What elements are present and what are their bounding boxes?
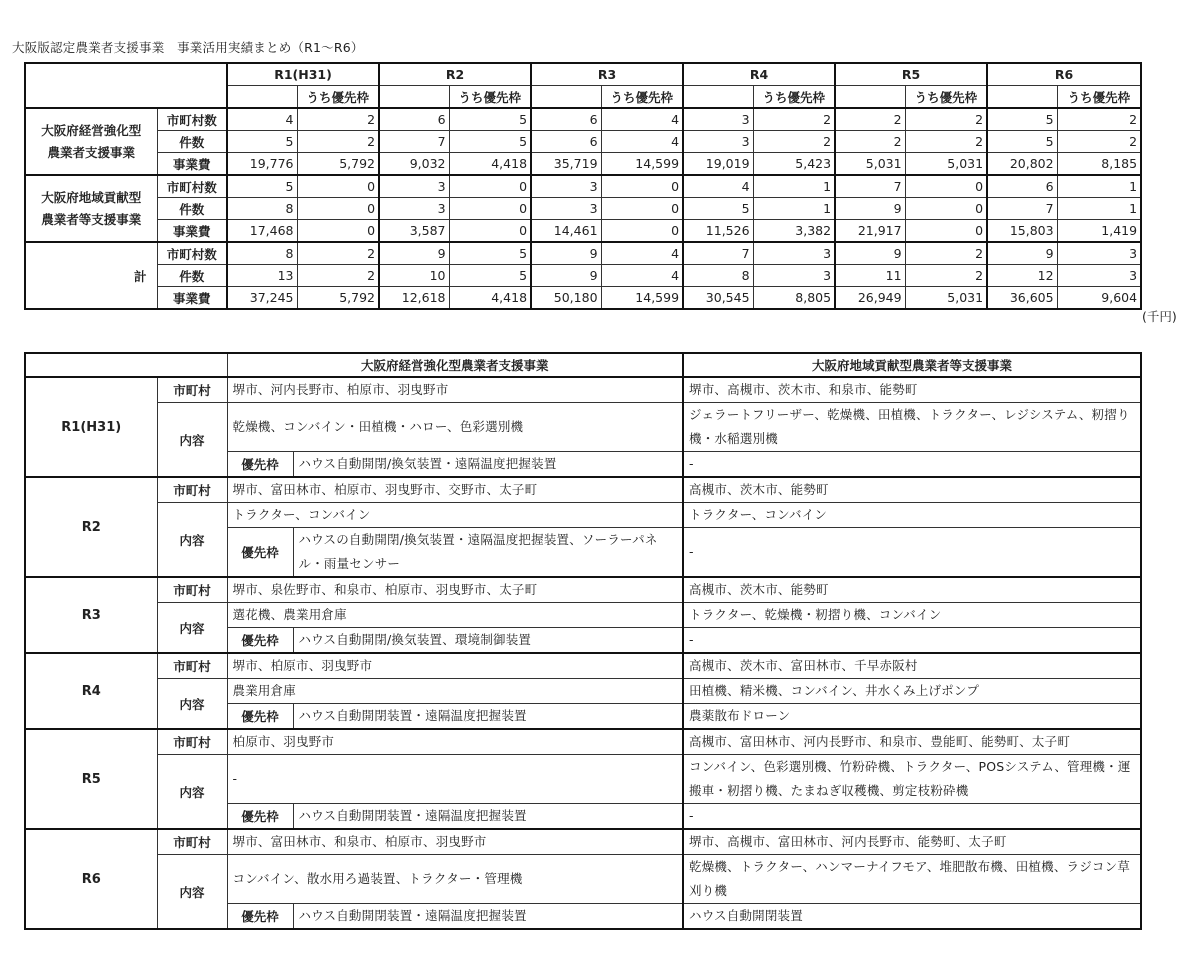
- priority2-cell: -: [683, 804, 1141, 830]
- value-cell: 12,618: [379, 287, 449, 310]
- detail-year-cell: R5: [25, 729, 157, 829]
- year-total-subheader: [531, 86, 601, 109]
- value-cell: 6: [531, 131, 601, 153]
- content-label: 内容: [157, 755, 227, 830]
- city-label: 市町村: [157, 829, 227, 855]
- value-cell: 4,418: [449, 287, 531, 310]
- metric-label: 件数: [157, 131, 227, 153]
- value-cell: 21,917: [835, 220, 905, 243]
- value-cell: 2: [297, 108, 379, 131]
- year-total-subheader: [683, 86, 753, 109]
- city2-cell: 高槻市、富田林市、河内長野市、和泉市、豊能町、能勢町、太子町: [683, 729, 1141, 755]
- group-name-line: 農業者等支援事業: [41, 211, 142, 227]
- document-title: 大阪版認定農業者支援事業 事業活用実績まとめ（R1～R6）: [12, 40, 364, 55]
- stats-row: [25, 175, 1141, 198]
- content2-cell: コンバイン、色彩選別機、竹粉砕機、トラクター、POSシステム、管理機・運搬車・籾摺り機、たまねぎ収穫機、剪定枝粉砕機: [683, 755, 1141, 804]
- metric-label: 市町村数: [157, 175, 227, 198]
- value-cell: 2: [905, 242, 987, 265]
- value-cell: 3: [531, 175, 601, 198]
- stats-row: [25, 198, 1141, 220]
- city2-cell: 高槻市、茨木市、富田林市、千早赤阪村: [683, 653, 1141, 679]
- year-header: R5: [835, 63, 987, 86]
- city1-cell: 堺市、泉佐野市、和泉市、柏原市、羽曳野市、太子町: [227, 577, 683, 603]
- value-cell: 2: [297, 242, 379, 265]
- value-cell: 14,599: [601, 153, 683, 176]
- stats-row: [25, 108, 1141, 131]
- value-cell: 9: [531, 265, 601, 287]
- stats-row: [25, 265, 1141, 287]
- group-name-cell: [25, 108, 157, 175]
- group-name-cell: [25, 175, 157, 242]
- value-cell: 3: [683, 108, 753, 131]
- content-row: [25, 503, 1141, 528]
- value-cell: 2: [297, 131, 379, 153]
- value-cell: 35,719: [531, 153, 601, 176]
- priority2-cell: -: [683, 628, 1141, 654]
- value-cell: 9,604: [1057, 287, 1141, 310]
- value-cell: 3: [1057, 265, 1141, 287]
- priority1-cell: ハウス自動開閉装置・遠隔温度把握装置: [293, 804, 683, 830]
- value-cell: 5: [987, 131, 1057, 153]
- city-row: [25, 729, 1141, 755]
- value-cell: 5: [449, 242, 531, 265]
- city2-cell: 高槻市、茨木市、能勢町: [683, 577, 1141, 603]
- value-cell: 7: [683, 242, 753, 265]
- city-row: [25, 653, 1141, 679]
- value-cell: 12: [987, 265, 1057, 287]
- value-cell: 8,185: [1057, 153, 1141, 176]
- group-name-line: 大阪府経営強化型: [41, 122, 142, 138]
- value-cell: 0: [601, 220, 683, 243]
- content2-cell: トラクター、乾燥機・籾摺り機、コンバイン: [683, 603, 1141, 628]
- value-cell: 0: [601, 175, 683, 198]
- value-cell: 4: [601, 108, 683, 131]
- priority-subheader: うち優先枠: [449, 86, 531, 109]
- value-cell: 2: [905, 131, 987, 153]
- value-cell: 19,019: [683, 153, 753, 176]
- value-cell: 9: [379, 242, 449, 265]
- value-cell: 1,419: [1057, 220, 1141, 243]
- value-cell: 1: [1057, 198, 1141, 220]
- value-cell: 6: [531, 108, 601, 131]
- year-header: R4: [683, 63, 835, 86]
- priority-subheader: うち優先枠: [601, 86, 683, 109]
- value-cell: 0: [905, 220, 987, 243]
- value-cell: 5,031: [905, 287, 987, 310]
- value-cell: 26,949: [835, 287, 905, 310]
- detail-year-cell: R1(H31): [25, 377, 157, 477]
- priority1-cell: ハウス自動開閉装置・遠隔温度把握装置: [293, 704, 683, 730]
- priority-subheader: うち優先枠: [753, 86, 835, 109]
- city-row: [25, 829, 1141, 855]
- metric-label: 市町村数: [157, 108, 227, 131]
- priority-subheader: うち優先枠: [1057, 86, 1141, 109]
- value-cell: 11,526: [683, 220, 753, 243]
- value-cell: 6: [379, 108, 449, 131]
- priority-subheader: うち優先枠: [297, 86, 379, 109]
- value-cell: 9: [531, 242, 601, 265]
- value-cell: 5,792: [297, 153, 379, 176]
- city1-cell: 堺市、河内長野市、柏原市、羽曳野市: [227, 377, 683, 403]
- value-cell: 4,418: [449, 153, 531, 176]
- group-name-line: 大阪府地域貢献型: [41, 189, 142, 205]
- content-label: 内容: [157, 679, 227, 730]
- city-label: 市町村: [157, 729, 227, 755]
- value-cell: 2: [1057, 131, 1141, 153]
- value-cell: 7: [987, 198, 1057, 220]
- content2-cell: ジェラートフリーザー、乾燥機、田植機、トラクター、レジシステム、籾摺り機・水稲選別機: [683, 403, 1141, 452]
- content1-cell: 乾燥機、コンバイン・田植機・ハロー、色彩選別機: [227, 403, 683, 452]
- content2-cell: トラクター、コンバイン: [683, 503, 1141, 528]
- city1-cell: 柏原市、羽曳野市: [227, 729, 683, 755]
- content-label: 内容: [157, 603, 227, 654]
- stats-row: [25, 131, 1141, 153]
- value-cell: 5: [449, 265, 531, 287]
- value-cell: 9: [835, 198, 905, 220]
- priority-label: 優先枠: [227, 804, 293, 830]
- total-label-cell: 計: [25, 242, 157, 309]
- content-row: [25, 603, 1141, 628]
- priority1-cell: ハウス自動開閉/換気装置、環境制御装置: [293, 628, 683, 654]
- value-cell: 5,792: [297, 287, 379, 310]
- detail-year-cell: R2: [25, 477, 157, 577]
- value-cell: 0: [297, 175, 379, 198]
- value-cell: 6: [987, 175, 1057, 198]
- value-cell: 8,805: [753, 287, 835, 310]
- value-cell: 7: [835, 175, 905, 198]
- value-cell: 8: [683, 265, 753, 287]
- value-cell: 0: [449, 198, 531, 220]
- year-total-subheader: [379, 86, 449, 109]
- content-label: 内容: [157, 855, 227, 930]
- value-cell: 2: [835, 131, 905, 153]
- city1-cell: 堺市、富田林市、柏原市、羽曳野市、交野市、太子町: [227, 477, 683, 503]
- value-cell: 4: [227, 108, 297, 131]
- content1-cell: -: [227, 755, 683, 804]
- content2-cell: 乾燥機、トラクター、ハンマーナイフモア、堆肥散布機、田植機、ラジコン草刈り機: [683, 855, 1141, 904]
- priority1-cell: ハウスの自動開閉/換気装置・遠隔温度把握装置、ソーラーパネル・雨量センサー: [293, 528, 683, 578]
- stats-row: [25, 287, 1141, 310]
- year-header: R3: [531, 63, 683, 86]
- detail-year-cell: R4: [25, 653, 157, 729]
- value-cell: 0: [905, 175, 987, 198]
- value-cell: 0: [601, 198, 683, 220]
- value-cell: 5: [227, 175, 297, 198]
- value-cell: 1: [753, 198, 835, 220]
- value-cell: 2: [905, 265, 987, 287]
- value-cell: 30,545: [683, 287, 753, 310]
- value-cell: 5,031: [905, 153, 987, 176]
- detail-header-row: [25, 353, 1141, 377]
- detail-year-cell: R3: [25, 577, 157, 653]
- priority-label: 優先枠: [227, 628, 293, 654]
- value-cell: 5,423: [753, 153, 835, 176]
- priority-subheader: うち優先枠: [905, 86, 987, 109]
- value-cell: 5: [449, 131, 531, 153]
- city-label: 市町村: [157, 577, 227, 603]
- stats-row: [25, 153, 1141, 176]
- content2-cell: 田植機、精米機、コンバイン、井水くみ上げポンプ: [683, 679, 1141, 704]
- metric-label: 市町村数: [157, 242, 227, 265]
- year-header: R1(H31): [227, 63, 379, 86]
- value-cell: 5: [227, 131, 297, 153]
- priority2-cell: ハウス自動開閉装置: [683, 904, 1141, 930]
- value-cell: 37,245: [227, 287, 297, 310]
- value-cell: 36,605: [987, 287, 1057, 310]
- value-cell: 3: [753, 265, 835, 287]
- value-cell: 2: [297, 265, 379, 287]
- value-cell: 3: [379, 198, 449, 220]
- priority2-cell: -: [683, 452, 1141, 478]
- content1-cell: コンバイン、散水用ろ過装置、トラクター・管理機: [227, 855, 683, 904]
- unit-label: (千円): [1142, 309, 1177, 324]
- value-cell: 3: [753, 242, 835, 265]
- detail-table: [24, 352, 1142, 930]
- value-cell: 15,803: [987, 220, 1057, 243]
- city-row: [25, 377, 1141, 403]
- value-cell: 13: [227, 265, 297, 287]
- content1-cell: トラクター、コンバイン: [227, 503, 683, 528]
- value-cell: 2: [905, 108, 987, 131]
- value-cell: 0: [905, 198, 987, 220]
- col2-header: 大阪府地域貢献型農業者等支援事業: [683, 353, 1141, 377]
- city1-cell: 堺市、富田林市、和泉市、柏原市、羽曳野市: [227, 829, 683, 855]
- value-cell: 1: [1057, 175, 1141, 198]
- metric-label: 件数: [157, 265, 227, 287]
- col1-header: 大阪府経営強化型農業者支援事業: [227, 353, 683, 377]
- value-cell: 3: [1057, 242, 1141, 265]
- value-cell: 8: [227, 242, 297, 265]
- content1-cell: 農業用倉庫: [227, 679, 683, 704]
- city2-cell: 高槻市、茨木市、能勢町: [683, 477, 1141, 503]
- value-cell: 4: [601, 265, 683, 287]
- priority-label: 優先枠: [227, 452, 293, 478]
- value-cell: 9: [835, 242, 905, 265]
- value-cell: 2: [1057, 108, 1141, 131]
- priority2-cell: 農薬散布ドローン: [683, 704, 1141, 730]
- city-row: [25, 577, 1141, 603]
- value-cell: 3: [379, 175, 449, 198]
- year-total-subheader: [835, 86, 905, 109]
- value-cell: 5,031: [835, 153, 905, 176]
- value-cell: 3: [531, 198, 601, 220]
- priority1-cell: ハウス自動開閉/換気装置・遠隔温度把握装置: [293, 452, 683, 478]
- value-cell: 3: [683, 131, 753, 153]
- priority1-cell: ハウス自動開閉装置・遠隔温度把握装置: [293, 904, 683, 930]
- value-cell: 5: [987, 108, 1057, 131]
- value-cell: 7: [379, 131, 449, 153]
- content-row: [25, 855, 1141, 904]
- value-cell: 5: [449, 108, 531, 131]
- stats-row: [25, 220, 1141, 243]
- metric-label: 件数: [157, 198, 227, 220]
- value-cell: 9: [987, 242, 1057, 265]
- metric-label: 事業費: [157, 287, 227, 310]
- priority-label: 優先枠: [227, 528, 293, 578]
- year-header: R6: [987, 63, 1141, 86]
- city-label: 市町村: [157, 477, 227, 503]
- year-total-subheader: [227, 86, 297, 109]
- value-cell: 0: [449, 220, 531, 243]
- value-cell: 19,776: [227, 153, 297, 176]
- value-cell: 4: [601, 131, 683, 153]
- content-row: [25, 755, 1141, 804]
- group-name-line: 農業者支援事業: [47, 144, 135, 160]
- city-label: 市町村: [157, 377, 227, 403]
- city-label: 市町村: [157, 653, 227, 679]
- metric-label: 事業費: [157, 220, 227, 243]
- value-cell: 2: [835, 108, 905, 131]
- value-cell: 10: [379, 265, 449, 287]
- content1-cell: 選花機、農業用倉庫: [227, 603, 683, 628]
- value-cell: 1: [753, 175, 835, 198]
- value-cell: 17,468: [227, 220, 297, 243]
- priority-label: 優先枠: [227, 704, 293, 730]
- value-cell: 8: [227, 198, 297, 220]
- value-cell: 4: [683, 175, 753, 198]
- value-cell: 2: [753, 131, 835, 153]
- city1-cell: 堺市、柏原市、羽曳野市: [227, 653, 683, 679]
- city2-cell: 堺市、高槻市、富田林市、河内長野市、能勢町、太子町: [683, 829, 1141, 855]
- value-cell: 0: [297, 220, 379, 243]
- value-cell: 14,599: [601, 287, 683, 310]
- metric-label: 事業費: [157, 153, 227, 176]
- stats-row: [25, 242, 1141, 265]
- value-cell: 11: [835, 265, 905, 287]
- year-header: R2: [379, 63, 531, 86]
- value-cell: 3,382: [753, 220, 835, 243]
- stats-header-row: [25, 63, 1141, 86]
- priority2-cell: -: [683, 528, 1141, 578]
- year-total-subheader: [987, 86, 1057, 109]
- value-cell: 3,587: [379, 220, 449, 243]
- city2-cell: 堺市、高槻市、茨木市、和泉市、能勢町: [683, 377, 1141, 403]
- value-cell: 4: [601, 242, 683, 265]
- stats-table: [24, 62, 1142, 310]
- value-cell: 9,032: [379, 153, 449, 176]
- detail-year-cell: R6: [25, 829, 157, 929]
- content-row: [25, 403, 1141, 452]
- content-label: 内容: [157, 503, 227, 578]
- stats-corner-cell: [25, 63, 227, 108]
- value-cell: 5: [683, 198, 753, 220]
- value-cell: 14,461: [531, 220, 601, 243]
- content-row: [25, 679, 1141, 704]
- detail-corner-cell: [25, 353, 227, 377]
- value-cell: 50,180: [531, 287, 601, 310]
- city-row: [25, 477, 1141, 503]
- value-cell: 2: [753, 108, 835, 131]
- value-cell: 0: [449, 175, 531, 198]
- value-cell: 0: [297, 198, 379, 220]
- value-cell: 20,802: [987, 153, 1057, 176]
- priority-label: 優先枠: [227, 904, 293, 930]
- content-label: 内容: [157, 403, 227, 478]
